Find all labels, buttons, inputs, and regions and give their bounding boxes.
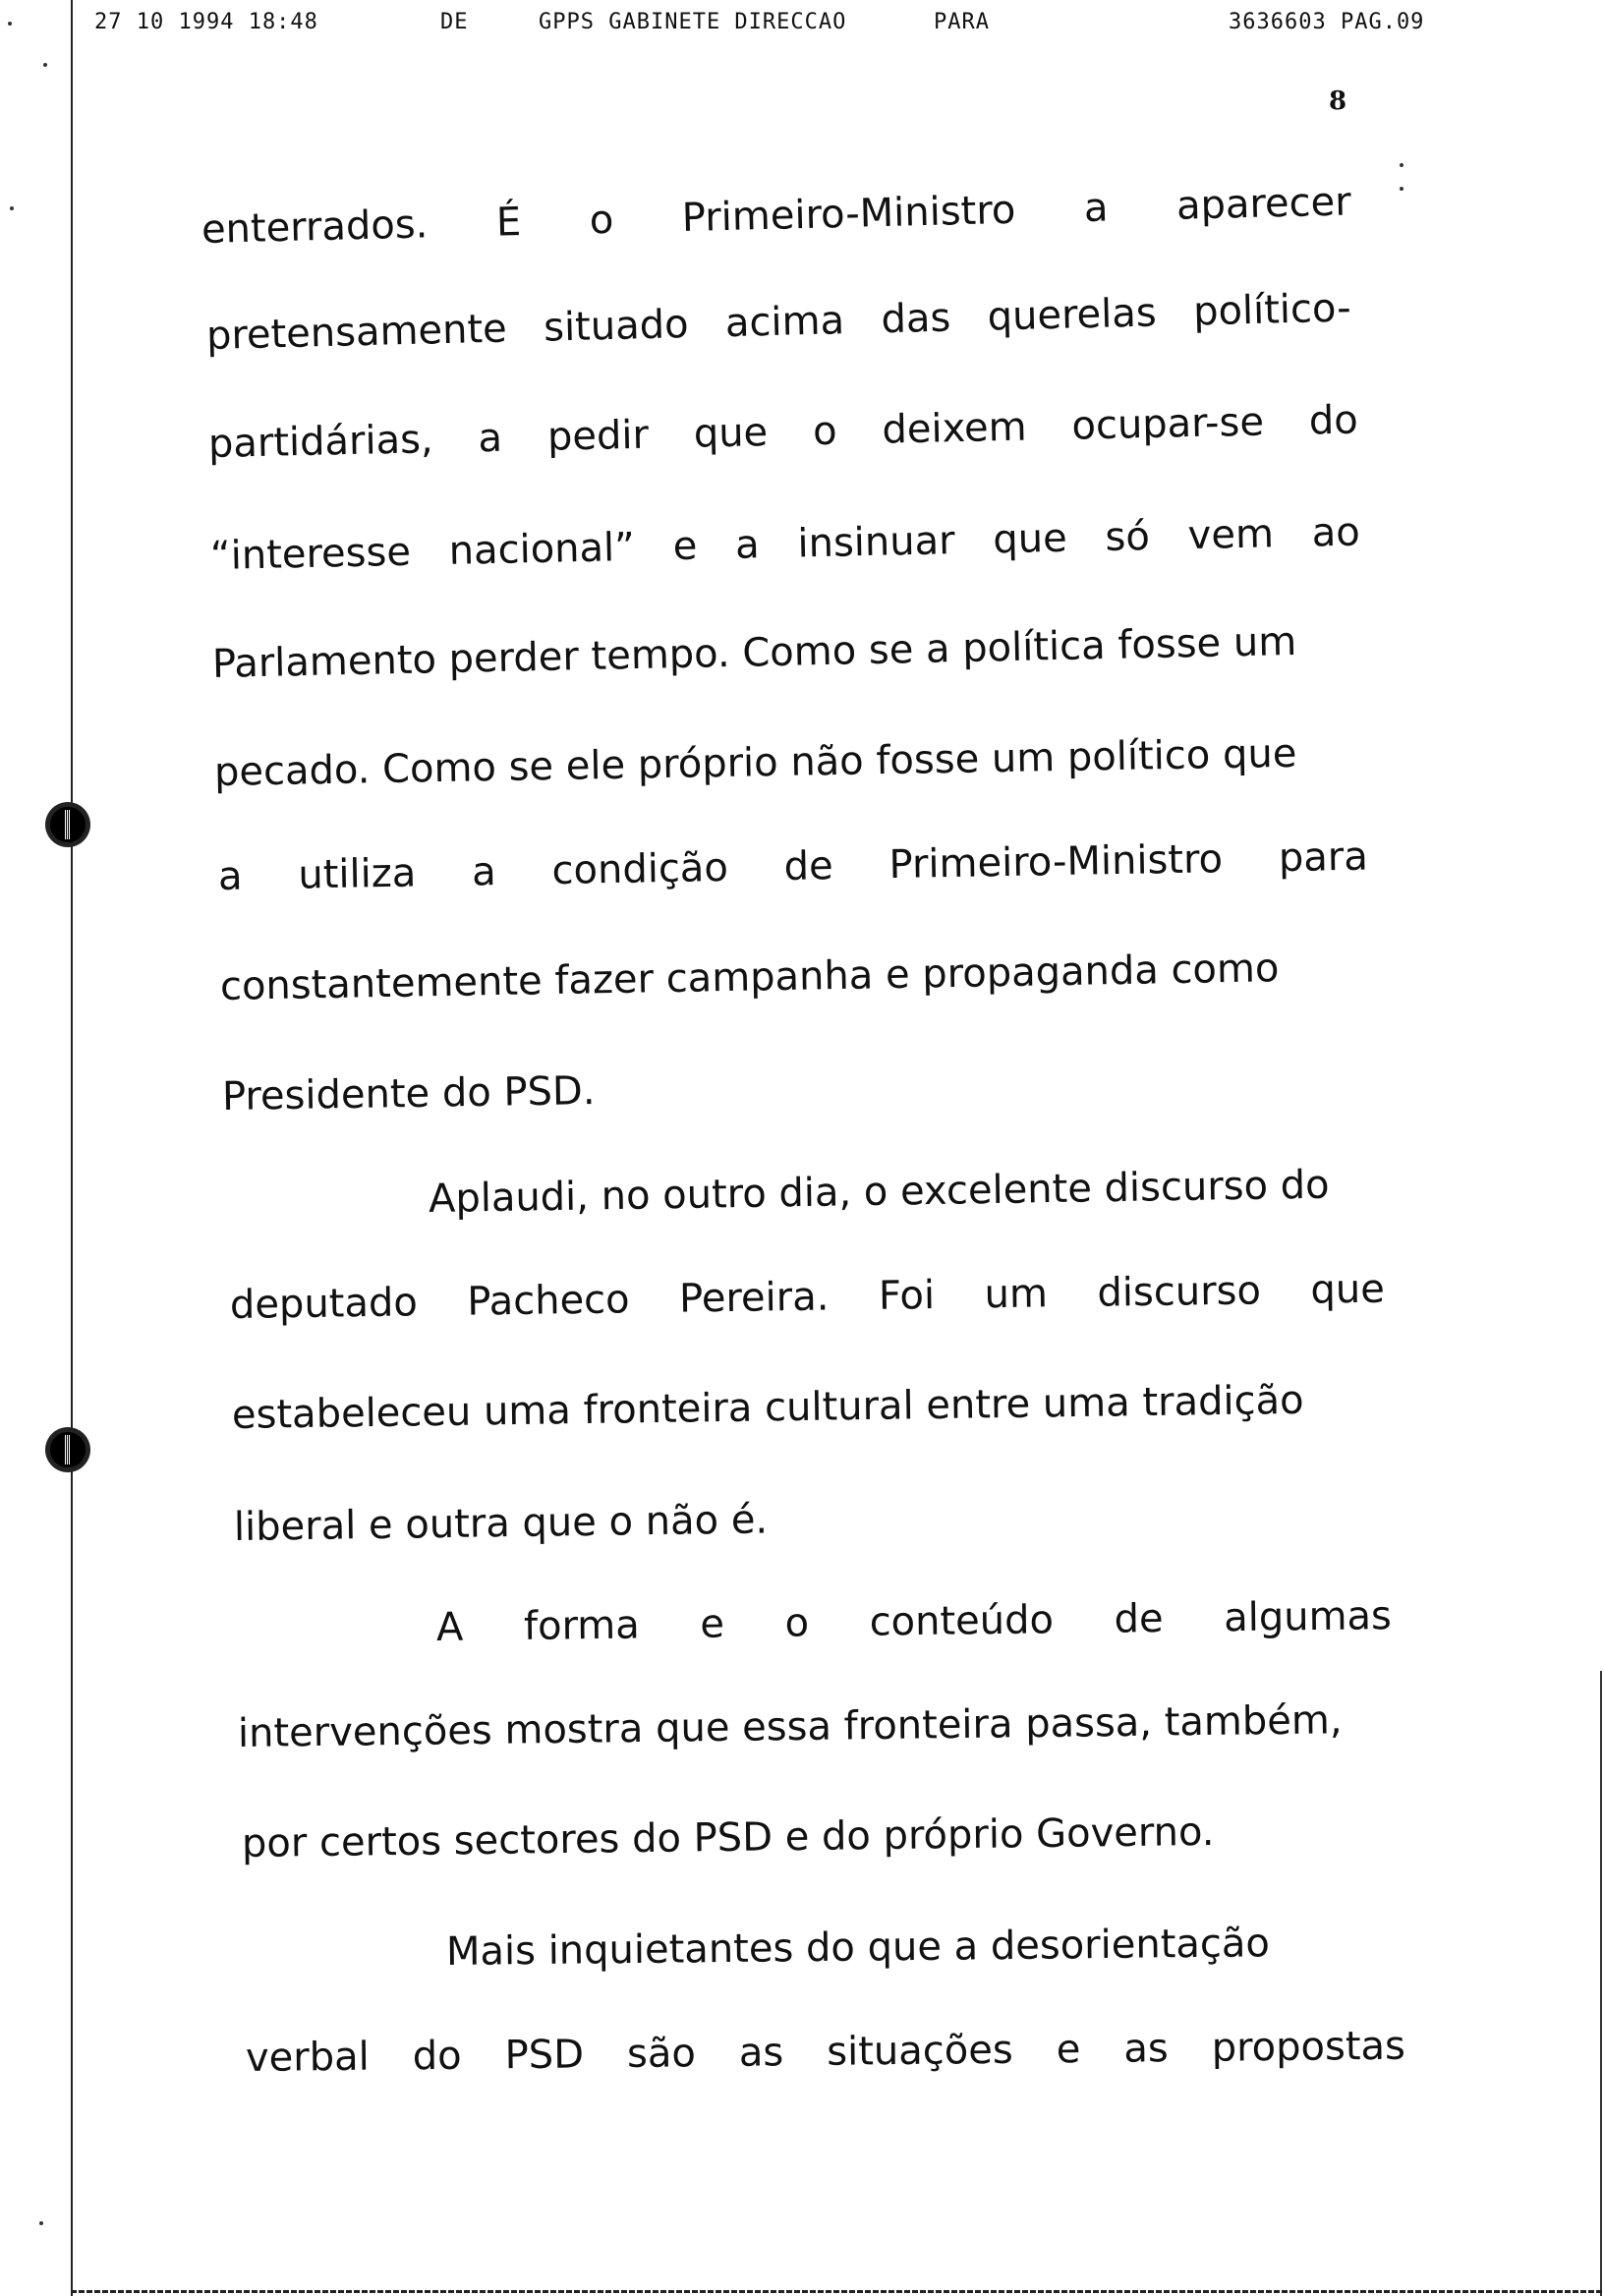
left-margin-rule [71, 0, 73, 2296]
word: o [784, 1600, 810, 1646]
word: algumas [1223, 1593, 1393, 1641]
word: deixem [881, 404, 1028, 453]
word: a [471, 849, 497, 895]
word: Foi [878, 1272, 936, 1319]
word: Primeiro-Ministro [888, 836, 1224, 889]
text-line [200, 178, 1351, 254]
text-line [242, 1807, 1402, 1867]
word: que [992, 515, 1068, 563]
word: condição [551, 844, 729, 894]
punch-hole-icon [45, 1427, 90, 1472]
word: por certos sectores do PSD e do próprio Governo. [241, 1808, 1215, 1866]
word: a [217, 853, 243, 899]
punch-hole-icon [45, 802, 90, 847]
word: liberal e outra que o não é. [233, 1497, 769, 1550]
right-edge-rule [1600, 1671, 1602, 2296]
text-line [234, 1488, 1395, 1551]
text-line [230, 1266, 1386, 1329]
word: de [1114, 1595, 1164, 1642]
fax-from-label: DE [440, 10, 469, 34]
text-line [207, 397, 1358, 468]
word: aparecer [1175, 179, 1352, 229]
word: verbal [245, 2034, 370, 2081]
scan-speck [10, 206, 14, 210]
word: só [1105, 513, 1151, 560]
word: conteúdo [869, 1597, 1055, 1645]
text-line [205, 285, 1351, 360]
word: deputado [229, 1280, 419, 1328]
scan-speck [1400, 163, 1404, 167]
bottom-edge-rule [71, 2290, 1604, 2293]
word: Aplaudi, no outro dia, o excelente discurso do [428, 1162, 1330, 1222]
word: Parlamento perder tempo. Como se a política fosse um [211, 618, 1297, 687]
fax-timestamp: 27 10 1994 18:48 [94, 10, 318, 34]
word: partidárias, [207, 417, 434, 467]
text-line [436, 1592, 1393, 1651]
word: Mais inquietantes do que a desorientação [445, 1921, 1271, 1975]
word: ocupar-se [1070, 399, 1265, 449]
word: a [734, 522, 761, 568]
word: ao [1311, 509, 1361, 556]
text-line [429, 1161, 1383, 1223]
word: Presidente do PSD. [221, 1068, 596, 1119]
text-line [238, 1696, 1398, 1757]
word: e [700, 1601, 725, 1647]
word: pretensamente [205, 306, 508, 359]
word: que [1310, 1266, 1386, 1313]
text-line [214, 728, 1370, 795]
word: vem [1187, 511, 1275, 559]
word: estabeleceu uma fronteira cultural entre uma tradição [231, 1377, 1304, 1438]
text-line [222, 1056, 1378, 1120]
word: do [1308, 397, 1359, 444]
word: acima [724, 298, 845, 347]
scan-speck [43, 63, 47, 67]
word: Pereira. [678, 1274, 830, 1322]
text-line [232, 1376, 1393, 1439]
word: nacional” [448, 524, 636, 574]
word: forma [523, 1602, 641, 1649]
page-number: 8 [1329, 86, 1347, 116]
word: para [1278, 833, 1369, 882]
word: propostas [1211, 2023, 1406, 2071]
word: pedir [546, 412, 650, 460]
text-line [209, 509, 1360, 580]
word: a [478, 415, 503, 462]
word: discurso [1097, 1268, 1262, 1316]
text-line [218, 833, 1369, 900]
scan-speck [8, 22, 12, 26]
word: insinuar [796, 518, 955, 567]
fax-to-label: PARA [934, 10, 990, 34]
word: constantemente fazer campanha e propaganda como [219, 946, 1280, 1009]
word: o [812, 408, 838, 455]
word: enterrados. [200, 201, 429, 253]
word: É [495, 200, 522, 246]
word: e [672, 523, 698, 570]
word: do [412, 2033, 462, 2080]
word: situado [543, 302, 690, 351]
word: PSD [504, 2032, 585, 2079]
text-line [446, 1919, 1404, 1976]
word: as [1123, 2026, 1169, 2072]
scan-speck [39, 2221, 43, 2225]
scan-speck [1400, 187, 1404, 191]
text-line [246, 2023, 1405, 2082]
word: e [1056, 2027, 1081, 2073]
word: são [626, 2031, 697, 2077]
text-line [220, 943, 1376, 1009]
word: político- [1192, 285, 1352, 335]
fax-sender: GPPS GABINETE DIRECCAO [539, 10, 847, 34]
text-line [211, 616, 1367, 688]
word: situações [827, 2027, 1013, 2075]
word: pecado. Como se ele próprio não fosse um político que [213, 730, 1297, 795]
word: um [984, 1271, 1049, 1318]
word: Pacheco [467, 1277, 630, 1325]
word: Primeiro-Ministro [681, 187, 1016, 242]
word: das [880, 295, 951, 343]
word: A [435, 1604, 464, 1650]
word: de [783, 843, 834, 890]
fax-header [0, 10, 1604, 45]
word: a [1083, 185, 1109, 232]
word: “interesse [209, 529, 412, 579]
fax-recipient-page: 3636603 PAG.09 [1229, 10, 1425, 34]
word: o [589, 197, 614, 244]
word: as [738, 2030, 784, 2076]
word: utiliza [297, 850, 417, 898]
word: que [693, 410, 769, 457]
word: intervenções mostra que essa fronteira passa, também, [237, 1697, 1343, 1756]
word: querelas [987, 290, 1158, 340]
